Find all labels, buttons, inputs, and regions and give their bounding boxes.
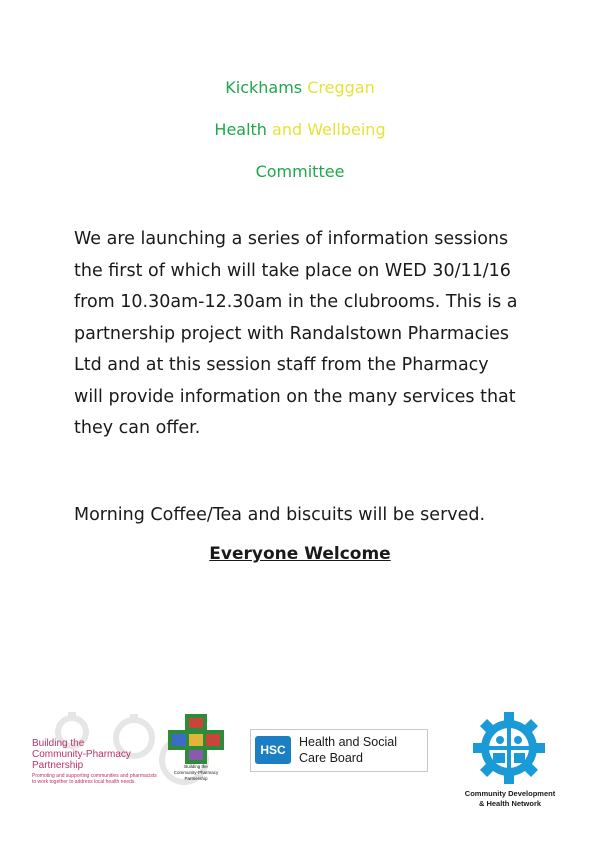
bcp-name-line: Partnership (32, 760, 84, 771)
hsc-badge (255, 736, 291, 764)
title-committee: Committee (255, 162, 345, 181)
bcp-caption-line: Community-Pharmacy (173, 770, 219, 775)
bcp-cross-caption (162, 764, 230, 782)
hsc-logo (250, 729, 428, 772)
bcp-caption-line: Building the (184, 764, 208, 769)
body-line: they can offer. (74, 418, 201, 438)
cdhn-gear-icon (445, 710, 575, 790)
bcp-caption-line: Partnership (184, 776, 208, 781)
title-line-1 (0, 72, 600, 114)
title-creggan: Creggan (307, 78, 375, 97)
hsc-name-line: Care Board (299, 751, 363, 765)
title-block (0, 72, 600, 198)
bcp-name-line: Building the (32, 738, 85, 749)
bcp-name (32, 738, 131, 771)
cdhn-name-line: & Health Network (478, 799, 542, 808)
title-health: Health (214, 120, 267, 139)
everyone-welcome: Everyone Welcome (209, 544, 391, 564)
body-line: the first of which will take place on WED 30/11/16 (74, 260, 511, 281)
announcement-paragraph (74, 224, 544, 445)
title-kickhams: Kickhams (225, 78, 303, 97)
body-line: Ltd and at this session staff from the Pharmacy (74, 355, 489, 375)
hsc-name-line: Health and Social (299, 735, 397, 749)
hsc-badge-text: HSC (260, 743, 286, 757)
body-line: from 10.30am-12.30am in the clubrooms. This is a (74, 292, 518, 312)
bcp-name-line: Community-Pharmacy (32, 749, 131, 760)
title-wellbeing: and Wellbeing (272, 120, 386, 139)
title-line-2 (0, 114, 600, 156)
bcp-tagline: Promoting and supporting communities and pharmacists to work together to address local health needs. (32, 773, 157, 785)
body-line: partnership project with Randalstown Pharmacies (74, 323, 510, 344)
cdhn-logo (445, 710, 575, 820)
cdhn-name-line: Community Development (464, 789, 556, 798)
hsc-name (299, 734, 397, 766)
bcp-logo (24, 710, 234, 796)
refreshments-line: Morning Coffee/Tea and biscuits will be served. (74, 505, 486, 525)
cdhn-name (445, 789, 575, 809)
body-line: We are launching a series of information sessions (74, 229, 509, 249)
body-line: will provide information on the many services that (74, 386, 516, 407)
